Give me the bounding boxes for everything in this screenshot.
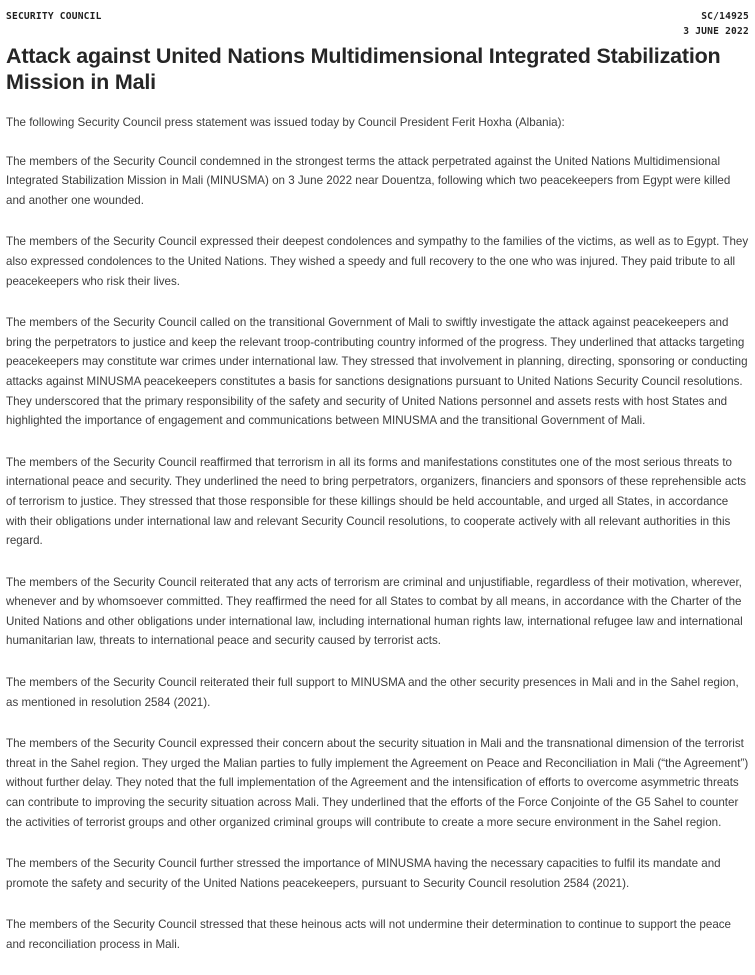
paragraph-terrorism-threat: The members of the Security Council reaffirmed that terrorism in all its forms and manifestations constitutes one of the most serious threats to international peace and security. They underlined the need to bring perpetrators, organizers, financiers and sponsors of these reprehensible acts of terrorism to justice. They stressed that those responsible for these killings should be held accountable, and urged all States, in accordance with their obligations under international law and relevant Security Council resolutions, to cooperate actively with all relevant authorities in this regard. [6, 455, 747, 548]
page-title: Attack against United Nations Multidimensional Integrated Stabilization Mission in Mali [6, 44, 721, 94]
paragraph-capacities: The members of the Security Council further stressed the importance of MINUSMA having the necessary capacities to fulfil its mandate and promote the safety and security of the United Nations peacekeepers, pursuant to Security Council resolution 2584 (2021). [6, 857, 721, 890]
paragraph-condemnation: The members of the Security Council condemned in the strongest terms the attack perpetrated against the United Nations Multidimensional Integrated Stabilization Mission in Mali (MINUSMA) on 3 June 2022 near Douentza, following which two peacekeepers from Egypt were killed and another one wounded. [6, 154, 731, 207]
statement-body [6, 113, 749, 955]
document-meta [683, 9, 749, 39]
document-symbol: SC/14925 [701, 11, 749, 22]
document-date: 3 JUNE 2022 [683, 26, 749, 37]
paragraph-terrorism-criminal: The members of the Security Council reiterated that any acts of terrorism are criminal and unjustifiable, regardless of their motivation, wherever, whenever and by whomsoever committed. They reaffirmed the need for all States to combat by all means, in accordance with the Charter of the United Nations and other obligations under international law, including international human rights law, international refugee law and international humanitarian law, threats to international peace and security caused by terrorist acts. [6, 575, 743, 648]
paragraph-investigation: The members of the Security Council called on the transitional Government of Mali to swiftly investigate the attack against peacekeepers and bring the perpetrators to justice and keep the relevant troop-contributing country informed of the progress. They underlined that attacks targeting peacekeepers may constitute war crimes under international law. They stressed that involvement in planning, directing, sponsoring or conducting attacks against MINUSMA peacekeepers constitutes a basis for sanctions designations pursuant to United Nations Security Council resolutions. They underscored that the primary responsibility of the safety and security of United Nations personnel and assets rests with host States and highlighted the importance of engagement and communications between MINUSMA and the transitional Government of Mali. [6, 316, 748, 428]
paragraph-support-minusma: The members of the Security Council reiterated their full support to MINUSMA and the other security presences in Mali and in the Sahel region, as mentioned in resolution 2584 (2021). [6, 676, 739, 709]
paragraph-determination: The members of the Security Council stressed that these heinous acts will not undermine their determination to continue to support the peace and reconciliation process in Mali. [6, 918, 732, 951]
paragraph-security-situation: The members of the Security Council expressed their concern about the security situation in Mali and the transnational dimension of the terrorist threat in the Sahel region. They urged the Malian parties to fully implement the Agreement on Peace and Reconciliation in Mali (“the Agreement”) without further delay. They noted that the full implementation of the Agreement and the intensification of efforts to overcome asymmetric threats can contribute to improving the security situation across Mali. They underlined that the efforts of the Force Conjointe of the G5 Sahel to counter the activities of terrorist groups and other organized criminal groups will contribute to create a more secure environment in the Sahel region. [6, 737, 749, 829]
organ-label: SECURITY COUNCIL [6, 11, 102, 22]
intro-paragraph: The following Security Council press statement was issued today by Council President Ferit Hoxha (Albania): [6, 116, 565, 129]
paragraph-condolences: The members of the Security Council expressed their deepest condolences and sympathy to the families of the victims, as well as to Egypt. They also expressed condolences to the United Nations. They wished a speedy and full recovery to the one who was injured. They paid tribute to all peacekeepers who risk their lives. [6, 235, 749, 288]
document-header [6, 9, 749, 39]
